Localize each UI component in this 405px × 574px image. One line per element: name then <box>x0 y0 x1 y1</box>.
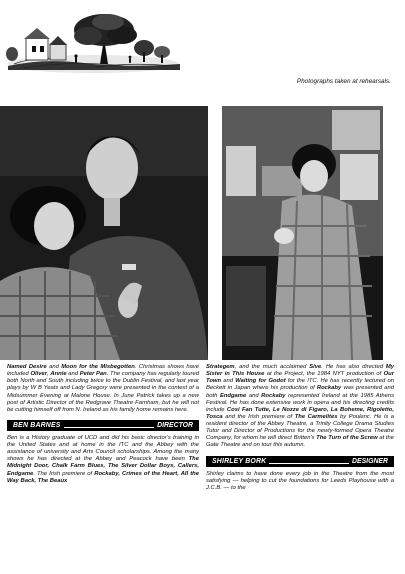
text-run: and <box>246 392 262 399</box>
text-run: for the ITC. He has recently lectured on Beckett in Japan where his production of <box>206 378 394 392</box>
bold-title-run: The Turn of the Screw <box>316 435 378 442</box>
credit-role: DESIGNER <box>352 457 388 465</box>
header-engraving <box>4 8 182 76</box>
right-text-column <box>206 364 394 492</box>
bold-title-run: My Sister in This House <box>206 364 394 378</box>
bold-title-run: Strategem <box>206 364 235 370</box>
text-run: Shirley claims to have done every job in the Theatre from the most satisfying — helping to cut the foundations for Leeds Playhouse with a J.C.B. — to the <box>206 470 394 491</box>
bold-title-run: Rockaby, Crimes of the Heart, All the Way Back, The Beaux <box>7 470 199 484</box>
text-run: was presented and both <box>206 385 394 399</box>
text-run: Ben is a History graduate of UCD and did his basic director's training in the United States and at home in the ITC and the Abbey with the assistance of university and Arts Council scholarships. Among the many shows he has directed at the Abbey and Peacock have been <box>7 434 199 463</box>
bold-title-run: Moon for the Misbegotten <box>61 364 135 370</box>
shirley-bork-bio <box>206 471 394 492</box>
bold-title-run: Oliver <box>30 371 48 378</box>
text-run: . He has also directed <box>321 364 386 370</box>
bold-title-run: Endgame <box>219 392 247 399</box>
text-run: at the Project, the 1984 NYT production of <box>264 371 384 378</box>
bold-title-run: Named Desire <box>7 364 47 370</box>
rehearsal-photo-right <box>222 106 383 360</box>
text-run: and <box>221 378 236 385</box>
bold-title-run: The Carmelites <box>294 413 338 420</box>
photo-caption: Photographs taken at rehearsals. <box>296 78 391 85</box>
text-run: . Christmas shows have included <box>7 364 200 378</box>
bold-title-run: Rockaby <box>261 392 286 399</box>
patrick-bio-continued <box>7 364 199 414</box>
bold-title-run: Our Town <box>206 371 394 385</box>
text-run: . The company has regularly toured both North and South including twice to the Dublin Festival, and last year plays by W B Yeats and Lady Gregory were presented in the context of a Midsummer Evening at Malone House. In June Patrick takes up a new post of Artistic Director of the Redgrave Theatre Farnham, but he will not be cutting himself off from N. Ireland as his family home remains here. <box>7 371 199 413</box>
credit-rule <box>269 456 349 464</box>
left-text-column <box>7 364 199 485</box>
bold-title-run: Peter Pan <box>79 371 107 378</box>
bold-title-run: Rockaby <box>316 385 342 392</box>
bold-title-run: The Midnight Door, Chalk Farm Blues, The Silver Dollar Boys, Callers, Endgame <box>7 456 199 477</box>
bold-title-run: Annie <box>50 371 67 378</box>
credit-name: SHIRLEY BORK <box>212 457 267 465</box>
text-run: , and the much acclaimed <box>234 364 310 370</box>
bold-title-run: Waiting for Godot <box>235 378 286 385</box>
credit-bar-designer <box>206 456 394 467</box>
credit-bar-director <box>7 420 199 431</box>
text-run: represented Ireland at the 1985 Athens Festival. He has done extensive work in opera and his directing credits include <box>206 392 395 413</box>
text-run: and <box>46 364 62 370</box>
text-run: by Poulenc. He is a resident director of the Abbey Theatre, a Trinity College Drama Studies Tutor and Director of Productions for the newly-formed Opera Theatre Company, for whom he will direct Britten's <box>206 413 394 442</box>
text-run: . The Irish premiere of <box>33 470 95 477</box>
text-run: and the Irish premiere of <box>222 413 295 420</box>
credit-rule <box>64 420 155 428</box>
rehearsal-photo-left <box>0 106 208 360</box>
text-run: at the Gate Theatre and on tour this autumn. <box>206 435 394 449</box>
ben-barnes-bio <box>7 435 199 485</box>
text-run: and <box>66 371 80 378</box>
credit-name: BEN BARNES <box>13 421 61 429</box>
ben-barnes-bio-continued <box>206 364 394 450</box>
text-run: , <box>47 371 51 378</box>
bold-title-run: Sive <box>309 364 322 370</box>
bold-title-run: Cosi Fan Tutte, Le Nozze di Figaro, La Boheme, Rigoletto, Tosca <box>206 406 394 420</box>
credit-role: DIRECTOR <box>157 421 193 429</box>
